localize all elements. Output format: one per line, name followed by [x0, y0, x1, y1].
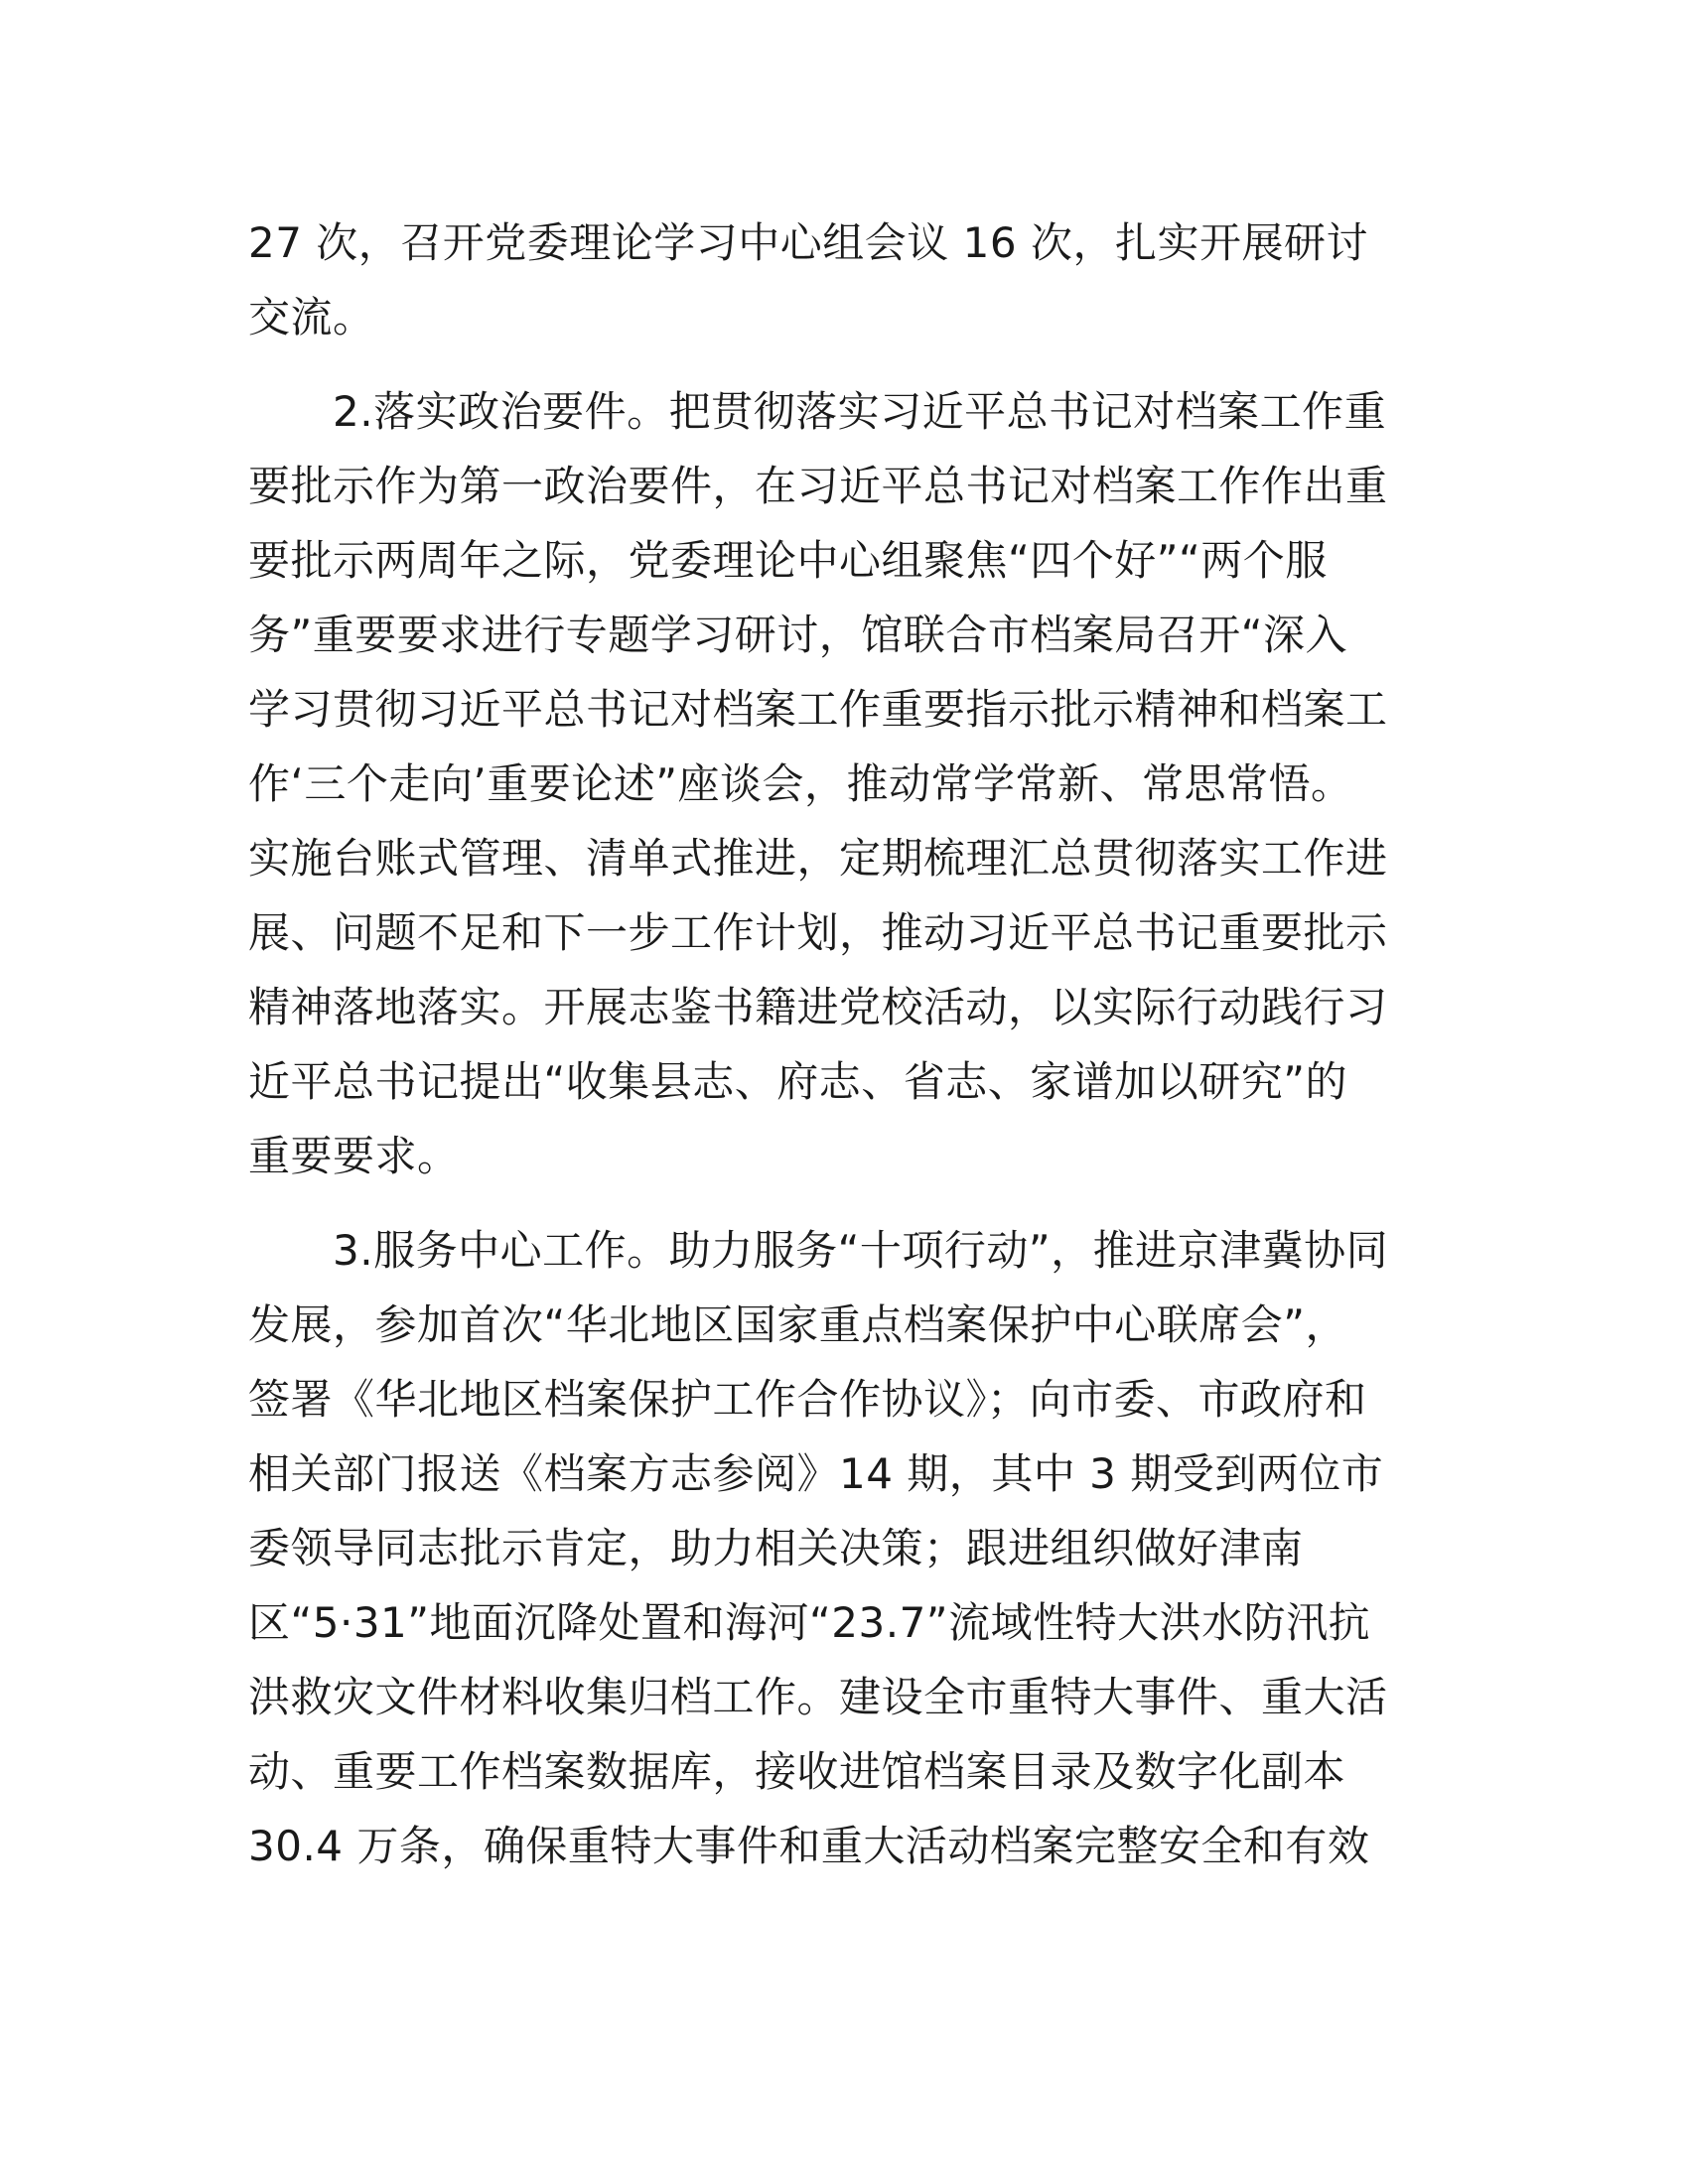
- text-line: 近平总书记提出“收集县志、府志、省志、家谱加以研究”的: [248, 1057, 1348, 1106]
- text-line: 3.服务中心工作。助力服务“十项行动”，推进京津冀协同: [333, 1226, 1389, 1275]
- text-line: 重要要求。: [248, 1132, 460, 1180]
- text-line: 交流。: [248, 293, 375, 341]
- text-line: 作‘三个走向’重要论述”座谈会，推动常学常新、常思常悟。: [248, 759, 1353, 808]
- text-line: 要批示作为第一政治要件，在习近平总书记对档案工作作出重: [248, 462, 1388, 510]
- text-line: 委领导同志批示肯定，助力相关决策；跟进组织做好津南: [248, 1524, 1304, 1572]
- text-line: 30.4 万条，确保重特大事件和重大活动档案完整安全和有效: [248, 1822, 1370, 1870]
- text-line: 学习贯彻习近平总书记对档案工作重要指示批示精神和档案工: [248, 685, 1388, 734]
- text-line: 区“5·31”地面沉降处置和海河“23.7”流域性特大洪水防汛抗: [248, 1598, 1371, 1647]
- text-line: 发展，参加首次“华北地区国家重点档案保护中心联席会”，: [248, 1300, 1348, 1349]
- text-line: 相关部门报送《档案方志参阅》14 期，其中 3 期受到两位市: [248, 1449, 1384, 1498]
- text-line: 动、重要工作档案数据库，接收进馆档案目录及数字化副本: [248, 1747, 1346, 1796]
- text-line: 签署《华北地区档案保护工作合作协议》；向市委、市政府和: [248, 1375, 1367, 1424]
- text-line: 务”重要要求进行专题学习研讨，馆联合市档案局召开“深入: [248, 611, 1348, 659]
- text-line: 实施台账式管理、清单式推进，定期梳理汇总贯彻落实工作进: [248, 834, 1388, 883]
- text-line: 2.落实政治要件。把贯彻落实习近平总书记对档案工作重: [333, 387, 1387, 436]
- text-line: 展、问题不足和下一步工作计划，推动习近平总书记重要批示: [248, 908, 1388, 957]
- text-line: 27 次，召开党委理论学习中心组会议 16 次，扎实开展研讨: [248, 218, 1368, 267]
- text-line: 洪救灾文件材料收集归档工作。建设全市重特大事件、重大活: [248, 1673, 1388, 1721]
- text-line: 要批示两周年之际，党委理论中心组聚焦“四个好”“两个服: [248, 536, 1328, 585]
- text-line: 精神落地落实。开展志鉴书籍进党校活动，以实际行动践行习: [248, 983, 1388, 1031]
